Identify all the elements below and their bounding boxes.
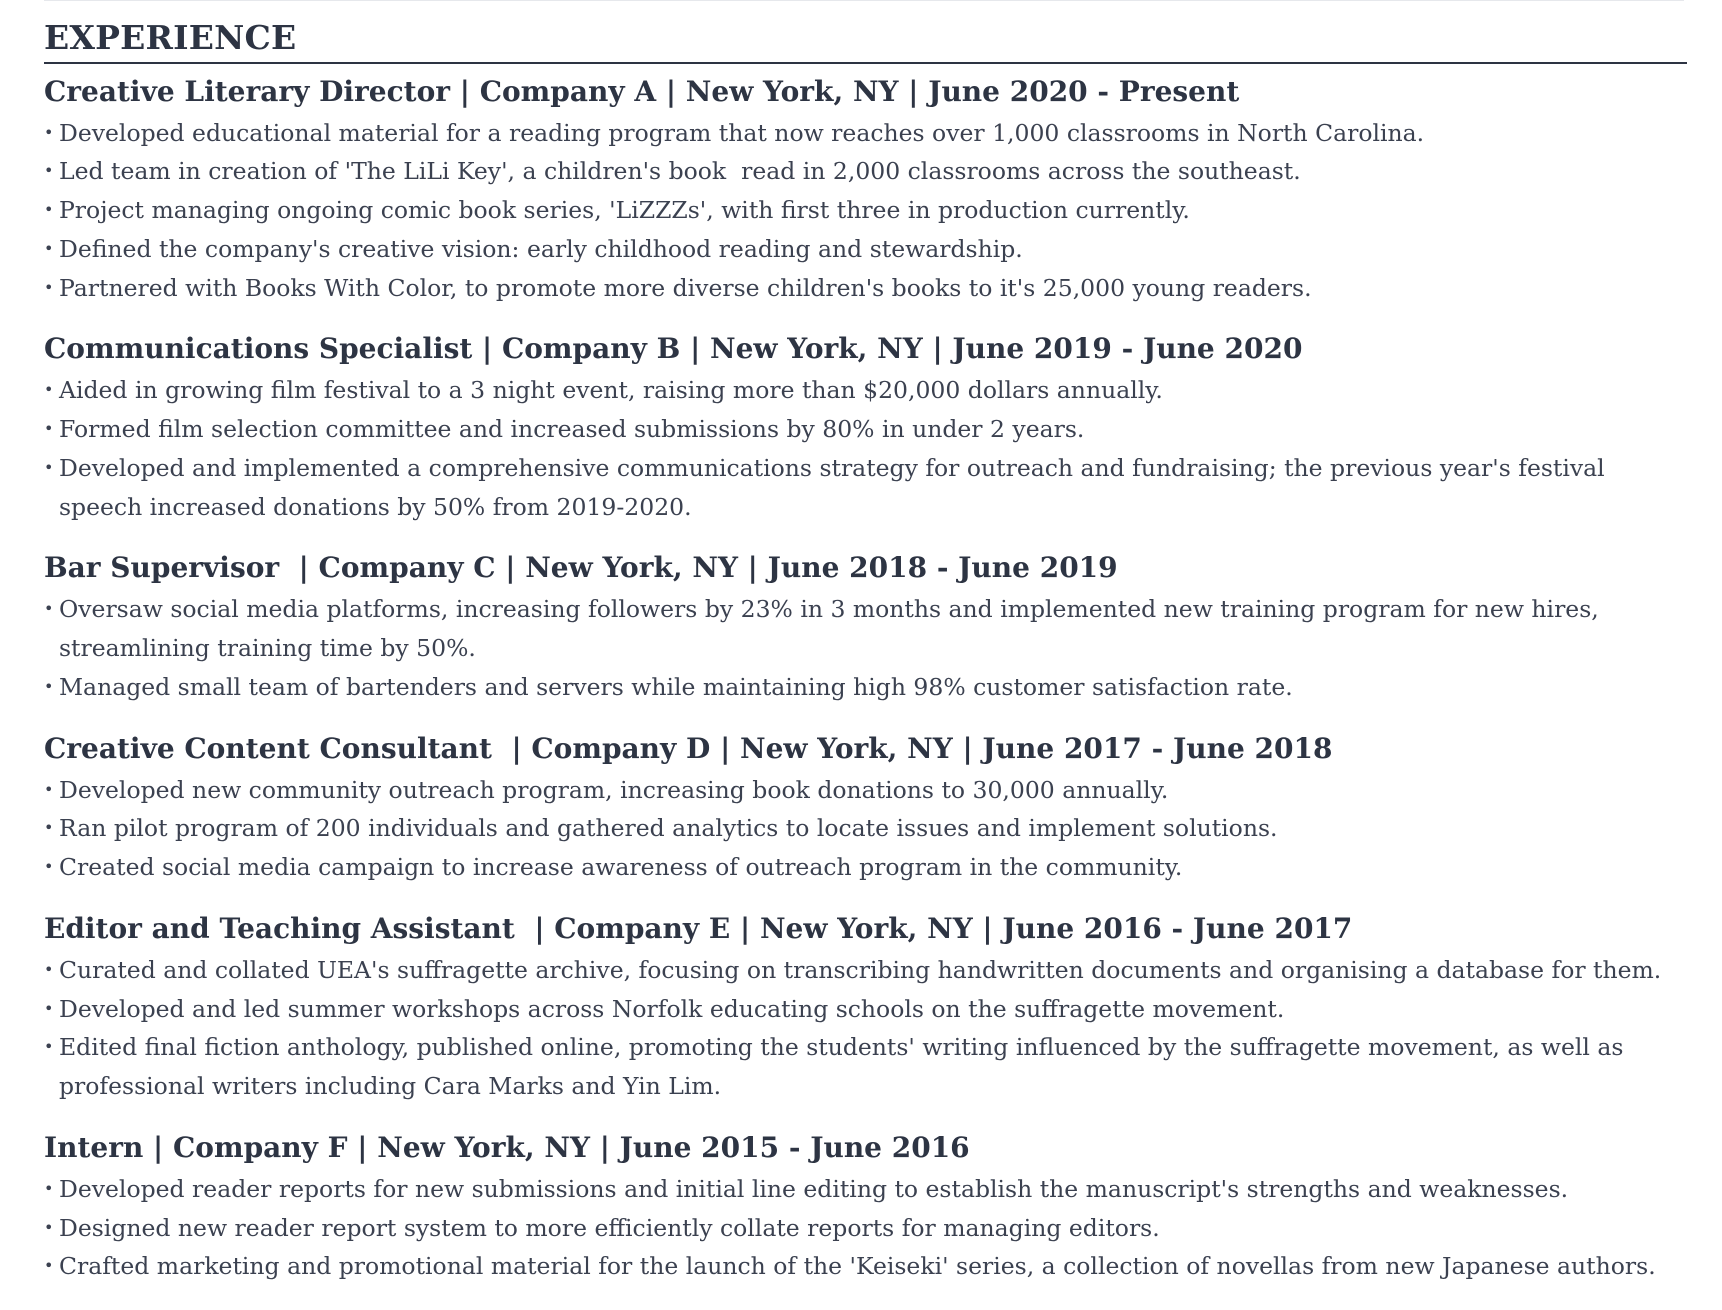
job-bullets bbox=[44, 114, 1687, 308]
job-bullet: • Developed and led summer workshops across Norfolk educating schools on the suffragette movement. bbox=[44, 990, 1687, 1029]
job-bullet: • Edited final fiction anthology, published online, promoting the students' writing influenced by the suffragette movement, as well as professional writers including Cara Marks and Yin Lim. bbox=[44, 1028, 1687, 1106]
job-entry-5 bbox=[44, 911, 1687, 1106]
job-entry-1 bbox=[44, 74, 1687, 308]
job-bullet: • Crafted marketing and promotional material for the launch of the 'Keiseki' series, a collection of novellas from new Japanese authors. bbox=[44, 1247, 1687, 1286]
job-entry-3 bbox=[44, 550, 1687, 706]
job-title: Bar Supervisor | Company C | New York, NY | June 2018 - June 2019 bbox=[44, 551, 1118, 585]
job-title: Creative Literary Director | Company A | New York, NY | June 2020 - Present bbox=[44, 74, 1240, 108]
job-bullet: • Led team in creation of 'The LiLi Key', a children's book read in 2,000 classrooms across the southeast. bbox=[44, 152, 1687, 191]
job-entry-4 bbox=[44, 731, 1687, 887]
job-bullets bbox=[44, 371, 1687, 526]
job-bullet: • Defined the company's creative vision: early childhood reading and stewardship. bbox=[44, 230, 1687, 269]
job-title: Communications Specialist | Company B | New York, NY | June 2019 - June 2020 bbox=[44, 332, 1303, 366]
job-bullet: • Developed reader reports for new submissions and initial line editing to establish the manuscript's strengths and weaknesses. bbox=[44, 1170, 1687, 1209]
job-title: Editor and Teaching Assistant | Company E | New York, NY | June 2016 - June 2017 bbox=[44, 911, 1353, 945]
job-bullet: • Formed film selection committee and increased submissions by 80% in under 2 years. bbox=[44, 410, 1687, 449]
job-bullet: • Developed educational material for a reading program that now reaches over 1,000 classrooms in North Carolina. bbox=[44, 114, 1687, 153]
job-bullets bbox=[44, 590, 1687, 706]
top-divider bbox=[44, 0, 1684, 1]
job-bullet: • Aided in growing film festival to a 3 night event, raising more than $20,000 dollars annually. bbox=[44, 371, 1687, 410]
job-title: Intern | Company F | New York, NY | June 2015 - June 2016 bbox=[44, 1130, 970, 1164]
section-divider bbox=[44, 62, 1687, 64]
job-bullets bbox=[44, 951, 1687, 1106]
job-bullet: • Created social media campaign to increase awareness of outreach program in the community. bbox=[44, 848, 1687, 887]
job-title: Creative Content Consultant | Company D | New York, NY | June 2017 - June 2018 bbox=[44, 731, 1333, 765]
job-bullet: • Developed and implemented a comprehensive communications strategy for outreach and fundraising; the previous year's festival speech increased donations by 50% from 2019-2020. bbox=[44, 449, 1687, 527]
experience-section bbox=[44, 18, 1687, 1310]
job-bullets bbox=[44, 771, 1687, 887]
job-bullets bbox=[44, 1170, 1687, 1286]
job-bullet: • Project managing ongoing comic book series, 'LiZZZs', with first three in production currently. bbox=[44, 191, 1687, 230]
job-bullet: • Designed new reader report system to more efficiently collate reports for managing editors. bbox=[44, 1209, 1687, 1248]
job-bullet: • Developed new community outreach program, increasing book donations to 30,000 annually. bbox=[44, 771, 1687, 810]
job-entry-6 bbox=[44, 1130, 1687, 1286]
job-bullet: • Managed small team of bartenders and servers while maintaining high 98% customer satisfaction rate. bbox=[44, 668, 1687, 707]
job-bullet: • Partnered with Books With Color, to promote more diverse children's books to it's 25,000 young readers. bbox=[44, 269, 1687, 308]
job-entry-2 bbox=[44, 331, 1687, 526]
job-bullet: • Oversaw social media platforms, increasing followers by 23% in 3 months and implemented new training program for new hires, streamlining training time by 50%. bbox=[44, 590, 1687, 668]
job-bullet: • Curated and collated UEA's suffragette archive, focusing on transcribing handwritten documents and organising a database for them. bbox=[44, 951, 1687, 990]
section-title: EXPERIENCE bbox=[44, 18, 297, 57]
job-bullet: • Ran pilot program of 200 individuals and gathered analytics to locate issues and implement solutions. bbox=[44, 809, 1687, 848]
